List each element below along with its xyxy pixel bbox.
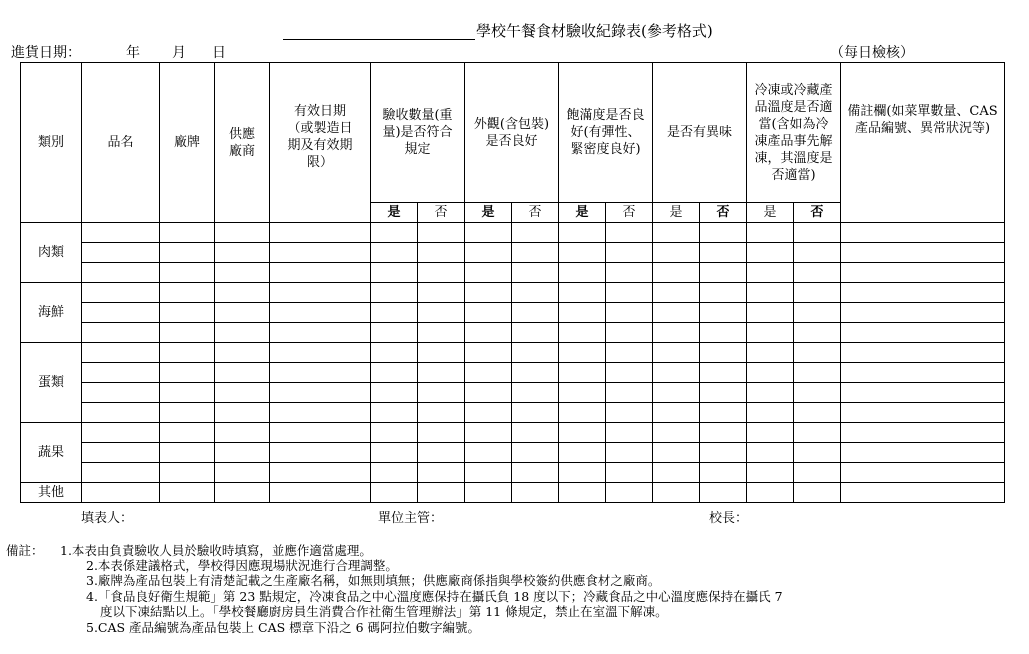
table-row	[21, 283, 1005, 303]
entry-cell[interactable]	[465, 463, 512, 483]
entry-cell[interactable]	[215, 323, 270, 343]
entry-cell[interactable]	[270, 403, 371, 423]
entry-cell[interactable]	[841, 243, 1005, 263]
entry-cell[interactable]	[606, 483, 653, 503]
date-day-label: 日	[212, 45, 226, 61]
entry-cell[interactable]	[794, 223, 841, 243]
entry-cell[interactable]	[82, 403, 160, 423]
entry-cell[interactable]	[747, 483, 794, 503]
entry-cell[interactable]	[700, 283, 747, 303]
entry-cell[interactable]	[606, 383, 653, 403]
entry-cell[interactable]	[160, 283, 215, 303]
entry-cell[interactable]	[465, 483, 512, 503]
table-row	[21, 443, 1005, 463]
entry-cell[interactable]	[512, 303, 559, 323]
entry-cell[interactable]	[270, 263, 371, 283]
entry-cell[interactable]	[465, 323, 512, 343]
date-year-label: 年	[126, 45, 140, 61]
entry-cell[interactable]	[160, 483, 215, 503]
entry-cell[interactable]	[82, 363, 160, 383]
entry-cell[interactable]	[559, 443, 606, 463]
entry-cell[interactable]	[215, 403, 270, 423]
header-product: 品名	[82, 63, 160, 223]
entry-cell[interactable]	[160, 343, 215, 363]
entry-cell[interactable]	[160, 223, 215, 243]
table-row	[21, 463, 1005, 483]
entry-cell[interactable]	[700, 483, 747, 503]
entry-cell[interactable]	[371, 423, 418, 443]
entry-cell[interactable]	[371, 243, 418, 263]
inspection-table	[20, 62, 1005, 503]
entry-cell[interactable]	[747, 463, 794, 483]
table-row	[21, 223, 1005, 243]
entry-cell[interactable]	[465, 403, 512, 423]
entry-cell[interactable]	[559, 243, 606, 263]
note-item: 2.本表係建議格式，學校得因應現場狀況進行合理調整。	[86, 558, 398, 573]
entry-cell[interactable]	[700, 463, 747, 483]
entry-cell[interactable]	[747, 443, 794, 463]
entry-cell[interactable]	[418, 263, 465, 283]
entry-cell[interactable]	[418, 443, 465, 463]
entry-cell[interactable]	[160, 423, 215, 443]
entry-cell[interactable]	[512, 383, 559, 403]
entry-cell[interactable]	[160, 443, 215, 463]
entry-cell[interactable]	[512, 243, 559, 263]
header-quantity: 驗收數量(重量)是否符合規定	[371, 63, 465, 203]
entry-cell[interactable]	[418, 223, 465, 243]
entry-cell[interactable]	[512, 463, 559, 483]
entry-cell[interactable]	[512, 343, 559, 363]
entry-cell[interactable]	[418, 403, 465, 423]
entry-cell[interactable]	[82, 343, 160, 363]
fullness-yes: 是	[559, 203, 606, 223]
entry-cell[interactable]	[794, 403, 841, 423]
entry-cell[interactable]	[371, 383, 418, 403]
entry-cell[interactable]	[465, 343, 512, 363]
entry-cell[interactable]	[160, 363, 215, 383]
category-label: 蛋類	[21, 343, 82, 423]
school-name-blank[interactable]	[283, 19, 475, 40]
entry-cell[interactable]	[794, 323, 841, 343]
entry-cell[interactable]	[559, 463, 606, 483]
entry-cell[interactable]	[82, 423, 160, 443]
entry-cell[interactable]	[82, 303, 160, 323]
entry-cell[interactable]	[559, 363, 606, 383]
entry-cell[interactable]	[215, 363, 270, 383]
entry-cell[interactable]	[747, 283, 794, 303]
entry-cell[interactable]	[160, 383, 215, 403]
entry-cell[interactable]	[512, 423, 559, 443]
entry-cell[interactable]	[559, 223, 606, 243]
entry-cell[interactable]	[418, 343, 465, 363]
entry-cell[interactable]	[794, 343, 841, 363]
entry-cell[interactable]	[794, 463, 841, 483]
entry-cell[interactable]	[418, 463, 465, 483]
page-title: 學校午餐食材驗收紀錄表(參考格式)	[476, 22, 713, 40]
entry-cell[interactable]	[747, 243, 794, 263]
entry-cell[interactable]	[606, 423, 653, 443]
entry-cell[interactable]	[418, 363, 465, 383]
table-row	[21, 383, 1005, 403]
principal-signature-label: 校長：	[709, 511, 749, 526]
entry-cell[interactable]	[160, 243, 215, 263]
entry-cell[interactable]	[559, 323, 606, 343]
entry-cell[interactable]	[160, 403, 215, 423]
header-expiry: 有效日期（或製造日期及有效期限）	[270, 63, 371, 223]
temperature-yes: 是	[747, 203, 794, 223]
entry-cell[interactable]	[465, 363, 512, 383]
entry-cell[interactable]	[653, 223, 700, 243]
entry-cell[interactable]	[747, 323, 794, 343]
entry-cell[interactable]	[653, 383, 700, 403]
entry-cell[interactable]	[82, 243, 160, 263]
entry-cell[interactable]	[559, 343, 606, 363]
entry-cell[interactable]	[82, 443, 160, 463]
entry-cell[interactable]	[418, 283, 465, 303]
entry-cell[interactable]	[371, 283, 418, 303]
entry-cell[interactable]	[270, 463, 371, 483]
table-row	[21, 243, 1005, 263]
entry-cell[interactable]	[371, 483, 418, 503]
entry-cell[interactable]	[418, 323, 465, 343]
entry-cell[interactable]	[841, 283, 1005, 303]
entry-cell[interactable]	[653, 463, 700, 483]
entry-cell[interactable]	[747, 403, 794, 423]
note-item: 4.「食品良好衛生規範」第 23 點規定，冷凍食品之中心溫度應保持在攝氏負 18 度以下；冷藏食品之中心溫度應保持在攝氏 7	[86, 589, 783, 604]
entry-cell[interactable]	[160, 323, 215, 343]
entry-cell[interactable]	[653, 303, 700, 323]
appearance-no: 否	[512, 203, 559, 223]
entry-cell[interactable]	[606, 403, 653, 423]
entry-cell[interactable]	[270, 303, 371, 323]
temperature-no: 否	[794, 203, 841, 223]
entry-cell[interactable]	[215, 243, 270, 263]
table-row	[21, 323, 1005, 343]
table-row	[21, 403, 1005, 423]
entry-cell[interactable]	[418, 423, 465, 443]
delivery-date-label: 進貨日期：	[11, 45, 81, 61]
entry-cell[interactable]	[215, 383, 270, 403]
entry-cell[interactable]	[270, 443, 371, 463]
appearance-yes: 是	[465, 203, 512, 223]
quantity-yes: 是	[371, 203, 418, 223]
entry-cell[interactable]	[794, 303, 841, 323]
entry-cell[interactable]	[371, 323, 418, 343]
table-row	[21, 363, 1005, 383]
entry-cell[interactable]	[559, 483, 606, 503]
supervisor-signature-label: 單位主管：	[378, 511, 444, 526]
entry-cell[interactable]	[215, 423, 270, 443]
entry-cell[interactable]	[841, 443, 1005, 463]
entry-cell[interactable]	[512, 483, 559, 503]
entry-cell[interactable]	[841, 383, 1005, 403]
entry-cell[interactable]	[794, 363, 841, 383]
entry-cell[interactable]	[700, 323, 747, 343]
entry-cell[interactable]	[700, 243, 747, 263]
entry-cell[interactable]	[841, 343, 1005, 363]
entry-cell[interactable]	[512, 223, 559, 243]
category-label: 蔬果	[21, 423, 82, 483]
entry-cell[interactable]	[559, 283, 606, 303]
entry-cell[interactable]	[270, 243, 371, 263]
date-month-label: 月	[172, 45, 186, 61]
entry-cell[interactable]	[747, 423, 794, 443]
header-category: 類別	[21, 63, 82, 223]
entry-cell[interactable]	[82, 263, 160, 283]
entry-cell[interactable]	[606, 323, 653, 343]
entry-cell[interactable]	[841, 483, 1005, 503]
entry-cell[interactable]	[512, 443, 559, 463]
entry-cell[interactable]	[418, 303, 465, 323]
entry-cell[interactable]	[270, 223, 371, 243]
entry-cell[interactable]	[653, 423, 700, 443]
header-fullness: 飽滿度是否良好(有彈性、緊密度良好)	[559, 63, 653, 203]
entry-cell[interactable]	[794, 283, 841, 303]
entry-cell[interactable]	[606, 263, 653, 283]
entry-cell[interactable]	[160, 263, 215, 283]
entry-cell[interactable]	[82, 463, 160, 483]
header-temperature: 冷凍或冷藏產品溫度是否適當(含如為冷凍產品事先解凍，其溫度是否適當)	[747, 63, 841, 203]
entry-cell[interactable]	[606, 443, 653, 463]
entry-cell[interactable]	[747, 363, 794, 383]
entry-cell[interactable]	[653, 483, 700, 503]
notes-label: 備註：	[6, 543, 44, 558]
category-label: 肉類	[21, 223, 82, 283]
entry-cell[interactable]	[606, 243, 653, 263]
entry-cell[interactable]	[794, 243, 841, 263]
entry-cell[interactable]	[371, 463, 418, 483]
note-item: 度以下凍結點以上。「學校餐廳廚房員生消費合作社衛生管理辦法」第 11 條規定，禁止在室溫下解凍。	[100, 604, 668, 619]
entry-cell[interactable]	[841, 223, 1005, 243]
entry-cell[interactable]	[465, 283, 512, 303]
quantity-no: 否	[418, 203, 465, 223]
entry-cell[interactable]	[270, 323, 371, 343]
odor-yes: 是	[653, 203, 700, 223]
entry-cell[interactable]	[841, 423, 1005, 443]
entry-cell[interactable]	[747, 303, 794, 323]
entry-cell[interactable]	[559, 423, 606, 443]
entry-cell[interactable]	[653, 323, 700, 343]
entry-cell[interactable]	[653, 283, 700, 303]
entry-cell[interactable]	[465, 303, 512, 323]
entry-cell[interactable]	[371, 403, 418, 423]
note-item: 5.CAS 產品編號為產品包裝上 CAS 標章下沿之 6 碼阿拉伯數字編號。	[86, 620, 481, 635]
entry-cell[interactable]	[559, 383, 606, 403]
entry-cell[interactable]	[512, 263, 559, 283]
entry-cell[interactable]	[653, 363, 700, 383]
entry-cell[interactable]	[270, 423, 371, 443]
entry-cell[interactable]	[465, 223, 512, 243]
entry-cell[interactable]	[215, 483, 270, 503]
entry-cell[interactable]	[653, 263, 700, 283]
entry-cell[interactable]	[270, 343, 371, 363]
entry-cell[interactable]	[841, 463, 1005, 483]
entry-cell[interactable]	[700, 363, 747, 383]
entry-cell[interactable]	[559, 263, 606, 283]
entry-cell[interactable]	[700, 443, 747, 463]
entry-cell[interactable]	[270, 483, 371, 503]
table-row	[21, 483, 1005, 503]
entry-cell[interactable]	[82, 383, 160, 403]
entry-cell[interactable]	[700, 263, 747, 283]
entry-cell[interactable]	[606, 283, 653, 303]
entry-cell[interactable]	[794, 263, 841, 283]
entry-cell[interactable]	[747, 263, 794, 283]
entry-cell[interactable]	[418, 383, 465, 403]
entry-cell[interactable]	[841, 303, 1005, 323]
entry-cell[interactable]	[794, 443, 841, 463]
header-appearance: 外觀(含包裝)是否良好	[465, 63, 559, 203]
entry-cell[interactable]	[606, 463, 653, 483]
entry-cell[interactable]	[841, 323, 1005, 343]
entry-cell[interactable]	[794, 483, 841, 503]
entry-cell[interactable]	[606, 343, 653, 363]
entry-cell[interactable]	[82, 483, 160, 503]
entry-cell[interactable]	[700, 403, 747, 423]
entry-cell[interactable]	[215, 443, 270, 463]
header-odor: 是否有異味	[653, 63, 747, 203]
entry-cell[interactable]	[559, 303, 606, 323]
entry-cell[interactable]	[794, 383, 841, 403]
note-item: 1.本表由負責驗收人員於驗收時填寫，並應作適當處理。	[60, 543, 372, 558]
entry-cell[interactable]	[653, 443, 700, 463]
entry-cell[interactable]	[215, 283, 270, 303]
entry-cell[interactable]	[215, 463, 270, 483]
category-label: 海鮮	[21, 283, 82, 343]
entry-cell[interactable]	[653, 343, 700, 363]
table-row	[21, 343, 1005, 363]
entry-cell[interactable]	[418, 483, 465, 503]
entry-cell[interactable]	[82, 223, 160, 243]
header-supplier: 供應廠商	[215, 63, 270, 223]
entry-cell[interactable]	[841, 403, 1005, 423]
fullness-no: 否	[606, 203, 653, 223]
entry-cell[interactable]	[653, 403, 700, 423]
table-row	[21, 423, 1005, 443]
entry-cell[interactable]	[700, 303, 747, 323]
entry-cell[interactable]	[270, 383, 371, 403]
entry-cell[interactable]	[82, 283, 160, 303]
entry-cell[interactable]	[371, 443, 418, 463]
entry-cell[interactable]	[465, 243, 512, 263]
entry-cell[interactable]	[747, 223, 794, 243]
entry-cell[interactable]	[606, 223, 653, 243]
entry-cell[interactable]	[215, 263, 270, 283]
category-label: 其他	[21, 483, 82, 503]
entry-cell[interactable]	[215, 223, 270, 243]
entry-cell[interactable]	[606, 303, 653, 323]
entry-cell[interactable]	[160, 303, 215, 323]
entry-cell[interactable]	[418, 243, 465, 263]
entry-cell[interactable]	[82, 323, 160, 343]
entry-cell[interactable]	[512, 283, 559, 303]
daily-check-note: （每日檢核）	[830, 45, 914, 61]
entry-cell[interactable]	[465, 383, 512, 403]
entry-cell[interactable]	[700, 343, 747, 363]
entry-cell[interactable]	[465, 423, 512, 443]
header-brand: 廠牌	[160, 63, 215, 223]
entry-cell[interactable]	[270, 363, 371, 383]
entry-cell[interactable]	[371, 343, 418, 363]
table-row	[21, 263, 1005, 283]
entry-cell[interactable]	[700, 423, 747, 443]
entry-cell[interactable]	[371, 263, 418, 283]
entry-cell[interactable]	[465, 263, 512, 283]
entry-cell[interactable]	[559, 403, 606, 423]
entry-cell[interactable]	[700, 223, 747, 243]
entry-cell[interactable]	[794, 423, 841, 443]
entry-cell[interactable]	[512, 403, 559, 423]
entry-cell[interactable]	[700, 383, 747, 403]
entry-cell[interactable]	[465, 443, 512, 463]
entry-cell[interactable]	[215, 303, 270, 323]
entry-cell[interactable]	[512, 323, 559, 343]
entry-cell[interactable]	[512, 363, 559, 383]
entry-cell[interactable]	[841, 363, 1005, 383]
entry-cell[interactable]	[215, 343, 270, 363]
entry-cell[interactable]	[606, 363, 653, 383]
entry-cell[interactable]	[747, 343, 794, 363]
header-remarks: 備註欄(如菜單數量、CAS產品編號、異常狀況等)	[841, 63, 1005, 223]
entry-cell[interactable]	[270, 283, 371, 303]
entry-cell[interactable]	[371, 303, 418, 323]
entry-cell[interactable]	[371, 363, 418, 383]
table-row	[21, 303, 1005, 323]
entry-cell[interactable]	[747, 383, 794, 403]
odor-no: 否	[700, 203, 747, 223]
note-item: 3.廠牌為產品包裝上有清楚記載之生產廠名稱，如無則填無；供應廠商係指與學校簽約供應食材之廠商。	[86, 573, 661, 588]
entry-cell[interactable]	[160, 463, 215, 483]
entry-cell[interactable]	[841, 263, 1005, 283]
entry-cell[interactable]	[653, 243, 700, 263]
entry-cell[interactable]	[371, 223, 418, 243]
filler-signature-label: 填表人：	[81, 511, 134, 526]
